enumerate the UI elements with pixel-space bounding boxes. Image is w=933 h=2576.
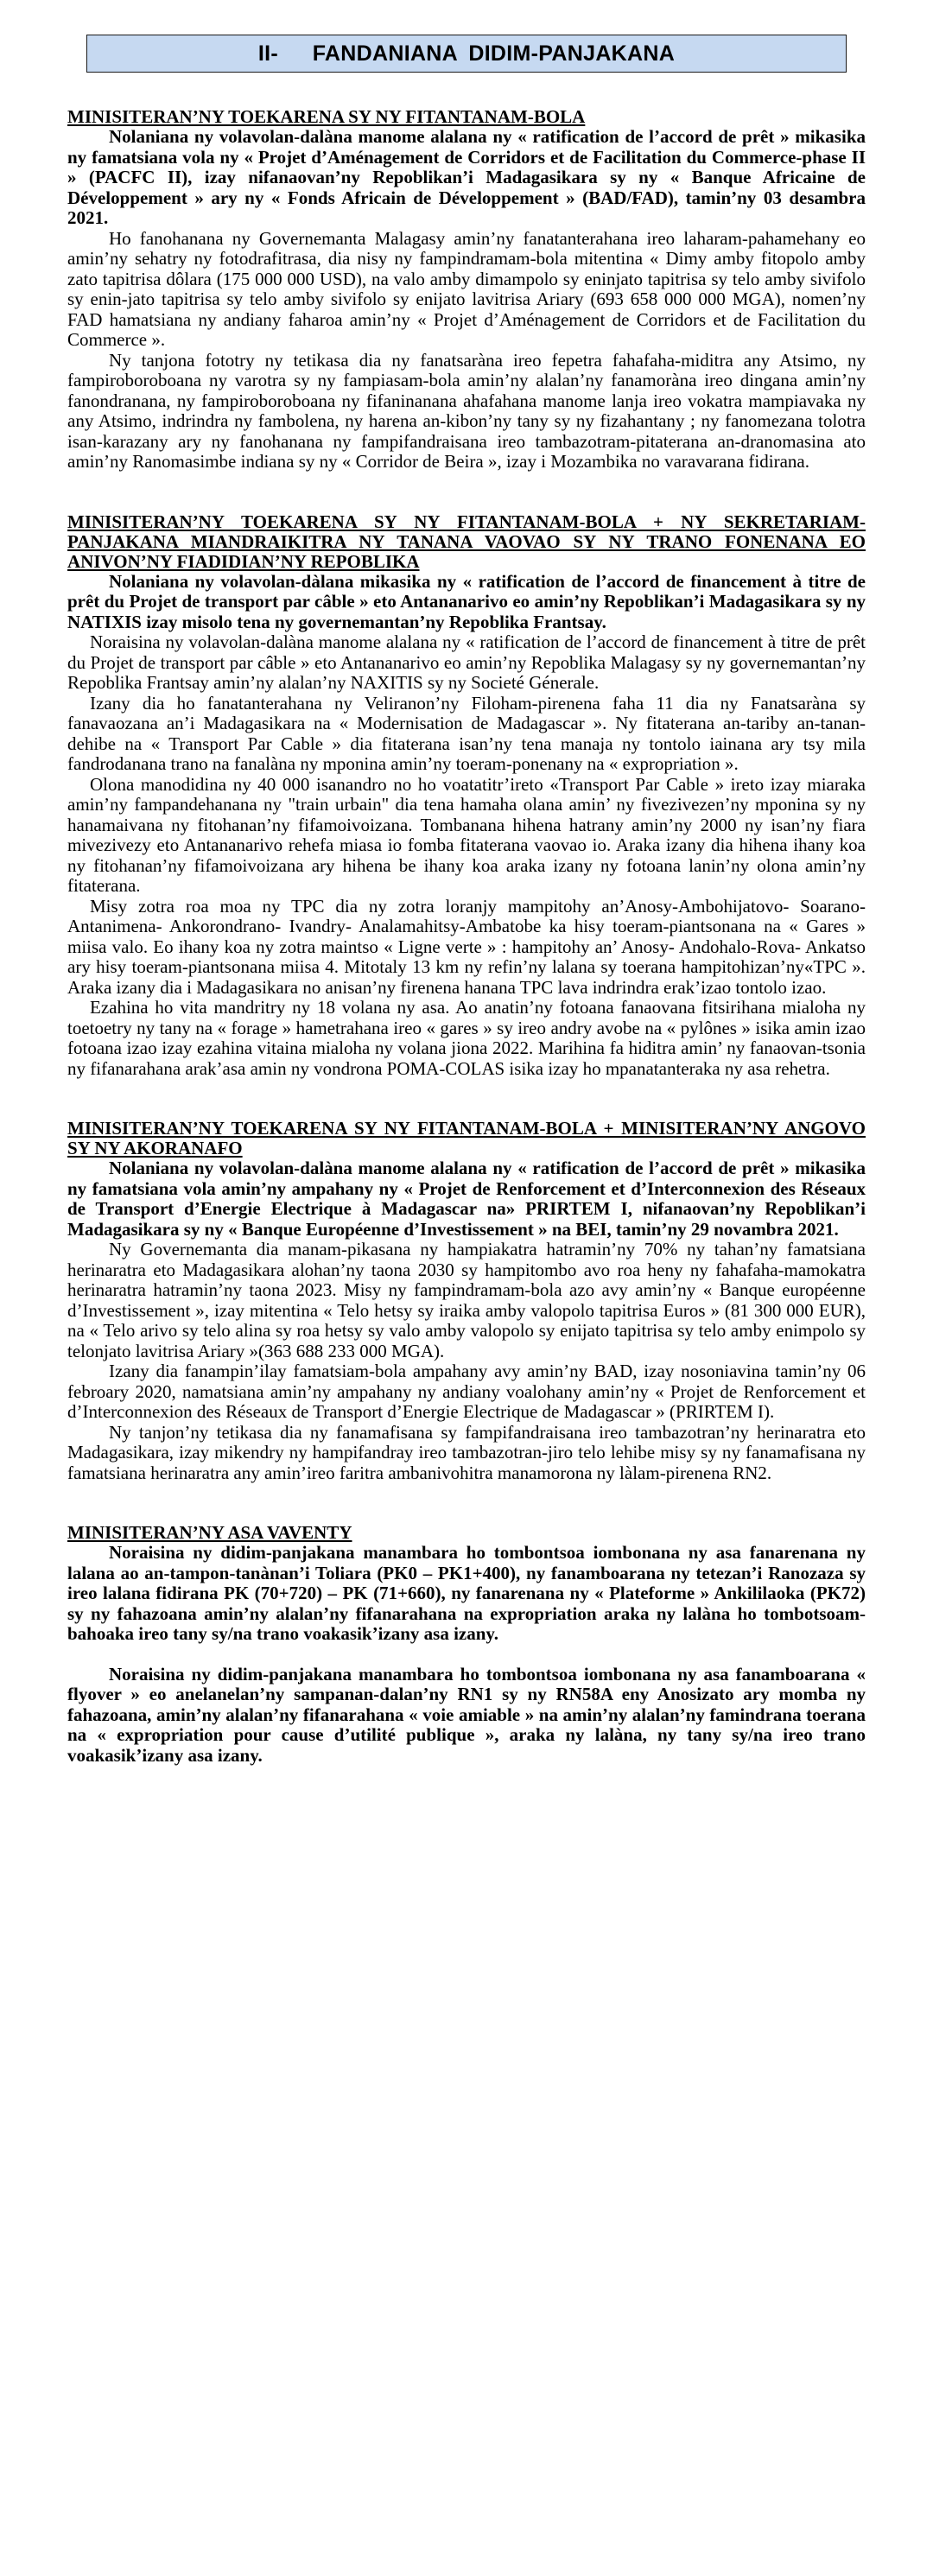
decision-summary: Nolaniana ny volavolan-dàlana mikasika ny « ratification de l’accord de financement à titre de prêt du Projet de transport par câble » eto Antananarivo eo amin’ny Repoblikan’i Madagasikara sy ny NATIXIS izay misolo tena ny governemantan’ny Repoblika Frantsay. [67,570,866,632]
paragraph-gap [67,1645,866,1665]
paragraph: Ho fanohanana ny Governemanta Malagasy amin’ny fanatanterahana ireo laharam-pahamehany eo amin’ny sehatry ny fotodrafitrasa, dia nisy ny fampindramam-bola mitentina « Dimy amby fitopolo amby zato tapitrisa dôlara (175 000 000 USD), na valo amby dimampolo sy eninjato tapitrisa sy telo amby sivifolo sy enin-jato tapitrisa sy telo amby sivifolo sy enijato lavitrisa Ariary (693 658 000 000 MGA), nomen’ny FAD hamatsiana ny andiany faharoa amin’ny « Projet d’Aménagement de Corridors et de Facilitation du Commerce ». [67,227,866,350]
ministry-section-economy-energy [67,1119,866,1483]
paragraph: Ny tanjona fototry ny tetikasa dia ny fanatsaràna ireo fepetra fahafaha-miditra any Atsimo, ny fampiroboroboana ny varotra sy ny fampiasam-bola amin’ny alalan’ny fanamoràna ireo dingana amin’ny fanondranana, ny fampiroboroboana ny fifaninanana ahafahana manome lanja ireo vokatra mampiavaka ny any Atsimo, indrindra ny fambolena, ny harena an-kibon’ny tany sy ny fizahantany ; ny fanomezana tolotra isan-karazany ary ny fanohanana ny fampifandraisana ireo tambazotram-pitaterana an-dranomasina ato amin’ny Ranomasimbe indiana sy ny « Corridor de Beira », izay i Mozambika no varavarana fidirana. [67,349,866,472]
paragraph: Ny Governemanta dia manam-pikasana ny hampiakatra hatramin’ny 70% ny tahan’ny famatsiana herinaratra eto Madagasikara alohan’ny taona 2030 sy hampitombo avo roa heny ny fahafaha-mamokatra herinaratra hatramin’ny taona 2023. Misy ny fampindramam-bola azo avy amin’ny « Banque européenne d’Investissement », izay mitentina « Telo hetsy sy iraika amby valopolo tapitrisa Euros » (81 300 000 EUR), na « Telo arivo sy telo alina sy roa hetsy sy valo amby valopolo sy enijato tapitrisa sy telo amby enimpolo sy telonjato lavitrisa Ariary »(363 688 233 000 MGA). [67,1239,866,1361]
ministry-title: MINISITERAN’NY ASA VAVENTY [67,1522,352,1543]
paragraph: Olona manodidina ny 40 000 isanandro no ho voatatitr’ireto «Transport Par Cable » ireto izay miaraka amin’ny fampandehanana ny "train urbain" dia tena hamaha olana amin’ ny fivezivezen’ny mponina sy ny hanamaivana ny fitohanan’ny fifamoivoizana. Tombanana hihena hatrany amin’ny 2000 ny isan’ny fiara mivezivezy eto Antananarivo rehefa miasa io fomba fitaterana vaovao io. Araka izany dia hihena ihany koa ny fitohanan’ny fifamoivoizana ary hihena be ihany koa araka izany ny fotoana lanin’ny olona amin’ny fitaterana. [67,773,866,896]
paragraph: Misy zotra roa moa ny TPC dia ny zotra loranjy mampitohy an’Anosy-Ambohijatovo- Soarano- Antanimena- Ankorondrano- Ivandry- Analamahitsy-Ambatobe ka hisy toeram-piantsonana na « Gares » miisa valo. Eo ihany koa ny zotra maintso « Ligne verte » : hampitohy an’ Anosy- Andohalo-Rova- Ankatso ary hisy toeram-piantsonana miisa 4. Mitotaly 13 km ny refin’ny lalana sy toerana hampitohizan’ny«TPC ». Araka izany dia i Madagasikara no anisan’ny firenena hanana TPC lava indrindra erak’izao tontolo izao. [67,895,866,998]
paragraph: Ezahina ho vita mandritry ny 18 volana ny asa. Ao anatin’ny fotoana fanaovana fitsirihana mialoha ny toetoetry ny tany na « forage » hametrahana ireo « gares » sy ireo andry avobe na « pylônes » isika amin izao fotoana izao izay ezahina vitaina mialoha ny volana jiona 2022. Marihina fa hiditra amin’ ny fanaovan-tsonia ny fifanarahana arak’asa amin ny vondrona POMA-COLAS isika izay ho mpanatanteraka ny asa rehetra. [67,997,866,1079]
decision-summary: Nolaniana ny volavolan-dalàna manome alalana ny « ratification de l’accord de prêt » mikasika ny famatsiana vola ny « Projet d’Aménagement de Corridors et de Facilitation du Commerce-phase II » (PACFC II), izay nifanaovan’ny Repoblikan’i Madagasikara sy ny « Banque Africaine de Développement » ary ny « Fonds Africain de Développement » (BAD/FAD), tamin’ny 03 desambra 2021. [67,126,866,228]
paragraph: Noraisina ny volavolan-dalàna manome alalana ny « ratification de l’accord de financement à titre de prêt du Projet de transport par câble » eto Antananarivo eo amin’ny Repoblika Malagasy sy ny governemantan’ny Repoblika Frantsay amin’ny alalan’ny NAXITIS sy ny Societé Génerale. [67,631,866,693]
paragraph: Izany dia fanampin’ilay famatsiam-bola ampahany avy amin’ny BAD, izay nosoniavina tamin’ny 06 febroary 2020, namatsiana amin’ny ampahany ny andiany voalohany amin’ny « Projet de Renforcement et d’Interconnexion des Réseaux de Transport d’Energie Electrique de Madagascar » (PRIRTEM I). [67,1361,866,1422]
ministry-section-public-works [67,1523,866,1766]
ministry-title: MINISITERAN’NY TOEKARENA SY NY FITANTANAM-BOLA + MINISITERAN’NY ANGOVO SY NY AKORANAFO [67,1118,866,1158]
decision-summary: Noraisina ny didim-panjakana manambara ho tombontsoa iombonana ny asa fanarenana ny lalana ao an-tampon-tanànan’i Toliara (PK0 – PK1+400), ny fanamboarana ny tetezan’i Ranozaza sy ireo lalana fidirana PK (70+720) – PK (71+660), ny fanarenana ny « Plateforme » Ankililaoka (PK72) sy ny fahazoana amin’ny alalan’ny fifanarahana na expropriation araka ny lalàna ho tombotsoam-bahoaka ireo tany sy/na trano voakasik’izany asa izany. [67,1542,866,1644]
paragraph: Ny tanjon’ny tetikasa dia ny fanamafisana sy fampifandraisana ireo tambazotran’ny herinaratra eto Madagasikara, izay mikendry ny hampifandray ireo tambazotran-jiro telo lehibe misy sy ny fanamafisana ny famatsiana herinaratra any amin’ireo faritra ambanivohitra manamorona ny làlam-pirenena RN2. [67,1421,866,1483]
section-header-title: II- FANDANIANA DIDIM-PANJAKANA [257,41,676,66]
ministry-section-economy-housing [67,512,866,1080]
ministry-title: MINISITERAN’NY TOEKARENA SY NY FITANTANAM-BOLA + NY SEKRETARIAM-PANJAKANA MIANDRAIKITRA NY TANANA VAOVAO SY NY TRANO FONENANA EO ANIVON’NY FIADIDIAN’NY REPOBLIKA [67,511,866,572]
paragraph: Izany dia ho fanatanterahana ny Veliranon’ny Filoham-pirenena faha 11 dia ny Fanatsaràna sy fanavaozana an’i Madagasikara na « Modernisation de Madagascar ». Ny fitaterana an-tariby an-tanan-dehibe na « Transport Par Cable » dia fitaterana isan’ny tena manaja ny tontolo iainana ary tsy mila fandrodanana trano na fanalàna ny mponina amin’ny toeram-ponenany na « expropriation ». [67,692,866,774]
decision-summary: Nolaniana ny volavolan-dalàna manome alalana ny « ratification de l’accord de prêt » mikasika ny famatsiana vola amin’ny ampahany ny « Projet de Renforcement et d’Interconnexion des Réseaux de Transport d’Energie Electrique à Madagascar na» PRIRTEM I, nifanaovan’ny Repoblikan’i Madagasikara sy ny « Banque Européenne d’Investissement » na BEI, tamin’ny 29 novambra 2021. [67,1158,866,1240]
ministry-section-economy [67,107,866,473]
ministry-title: MINISITERAN’NY TOEKARENA SY NY FITANTANAM-BOLA [67,106,586,127]
section-header-box [86,35,847,73]
decision-summary: Noraisina ny didim-panjakana manambara ho tombontsoa iombonana ny asa fanamboarana « flyover » eo anelanelan’ny sampanan-dalan’ny RN1 sy ny RN58A eny Anosizato ary momba ny fahazoana, amin’ny alalan’ny fifanarahana « voie amiable » na amin’ny alalan’ny famindrana toerana na « expropriation pour cause d’utilité publique », araka ny lalàna, ny tany sy/na ireo trano voakasik’izany asa izany. [67,1663,866,1766]
